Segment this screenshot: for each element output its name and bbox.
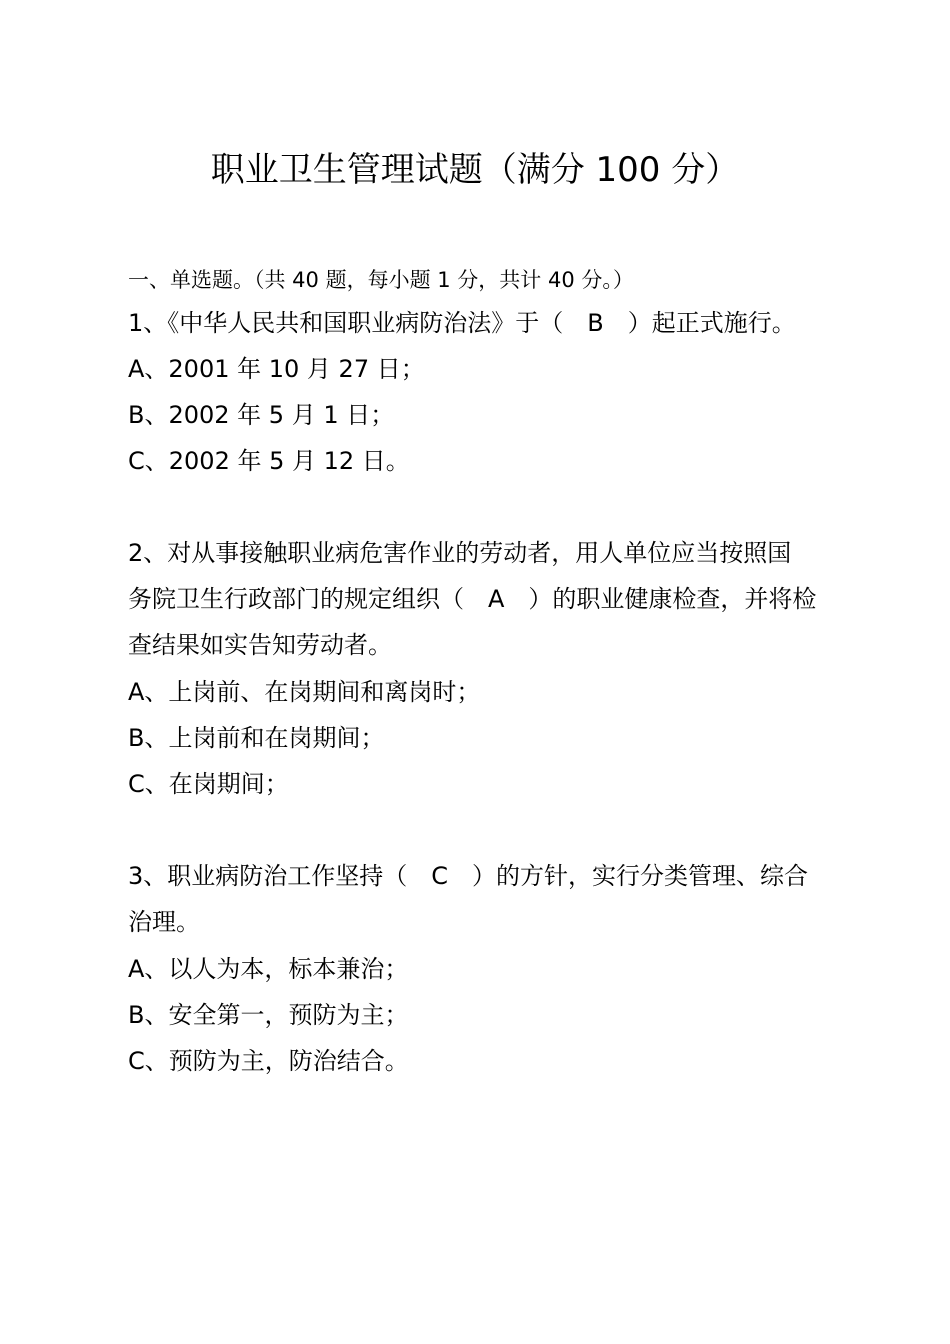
question-3-option-c: C、预防为主，防治结合。 — [128, 1047, 409, 1075]
question-3-option-b: B、安全第一，预防为主； — [128, 1001, 409, 1029]
question-2-option-a: A、上岗前、在岗期间和离岗时； — [128, 678, 481, 706]
question-1-stem: 1、《中华人民共和国职业病防治法》于（ B ）起正式施行。 — [128, 309, 796, 337]
question-2-stem-line-3: 查结果如实告知劳动者。 — [128, 631, 392, 659]
question-2-stem-line-2: 务院卫生行政部门的规定组织（ A ）的职业健康检查，并将检 — [128, 585, 817, 613]
question-1-option-a: A、2001 年 10 月 27 日； — [128, 355, 425, 383]
question-2-option-b: B、上岗前和在岗期间； — [128, 724, 385, 752]
question-3-stem-line-1: 3、职业病防治工作坚持（ C ）的方针，实行分类管理、综合 — [128, 862, 809, 890]
question-3-option-a: A、以人为本，标本兼治； — [128, 955, 409, 983]
question-2-stem-line-1: 2、对从事接触职业病危害作业的劳动者，用人单位应当按照国 — [128, 539, 792, 567]
document-title: 职业卫生管理试题（满分 100 分） — [210, 150, 740, 190]
question-3-stem-line-2: 治理。 — [128, 908, 200, 936]
section-heading: 一、单选题。（共 40 题，每小题 1 分，共计 40 分。） — [128, 268, 634, 292]
question-1-option-b: B、2002 年 5 月 1 日； — [128, 401, 395, 429]
question-2-option-c: C、在岗期间； — [128, 770, 289, 798]
question-1-option-c: C、2002 年 5 月 12 日。 — [128, 447, 410, 475]
